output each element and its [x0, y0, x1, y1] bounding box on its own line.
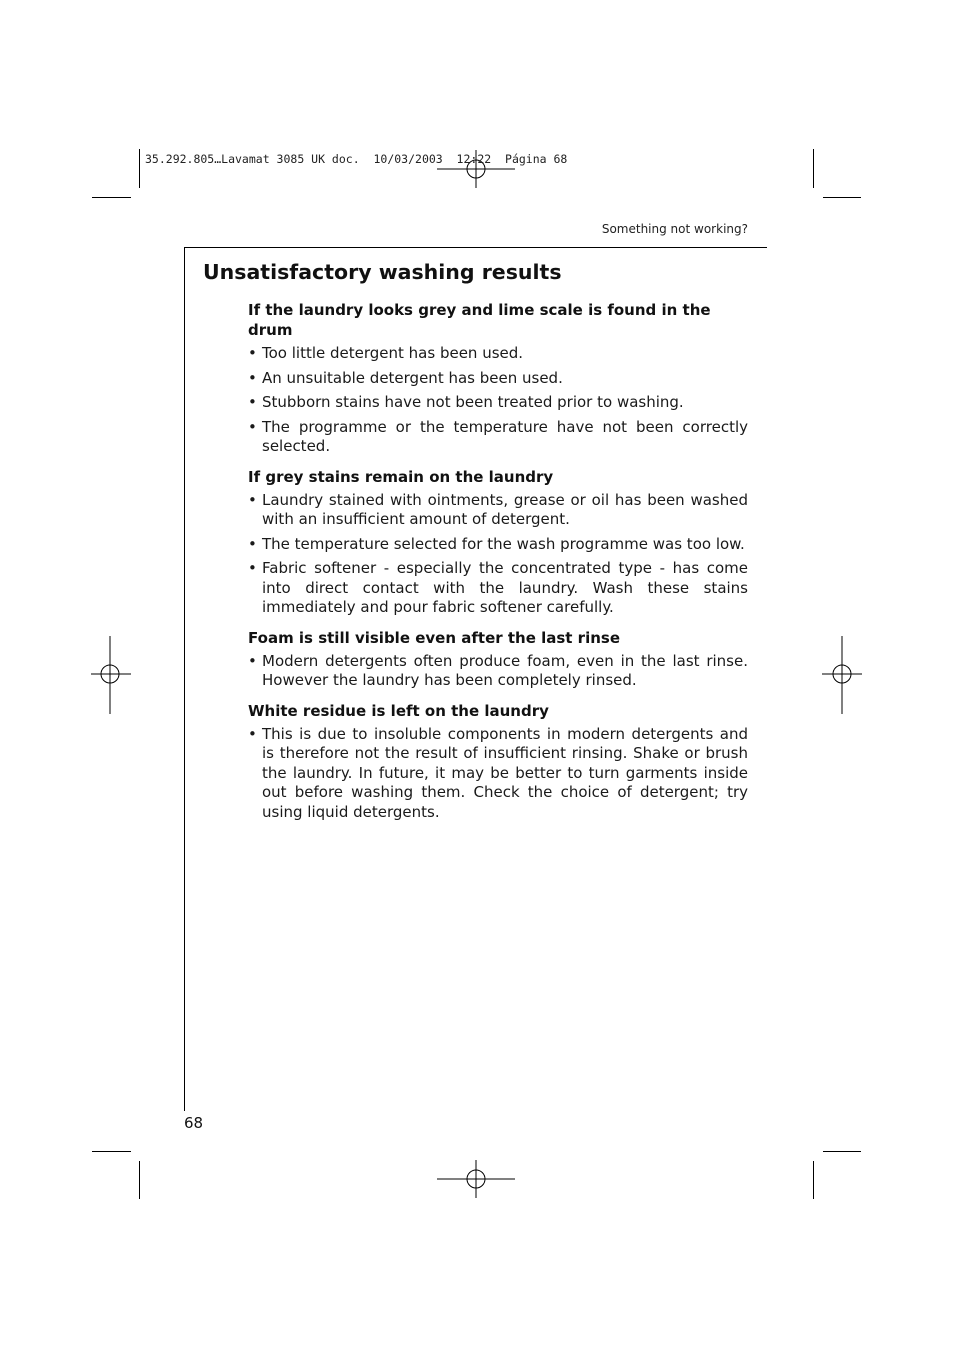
- print-slug: 35.292.805…Lavamat 3085 UK doc. 10/03/2003 12:22 Página 68: [145, 152, 568, 166]
- list-item: [248, 535, 748, 555]
- bullet-icon: •: [248, 651, 257, 670]
- list-item: [248, 652, 748, 691]
- page-number: 68: [184, 1114, 204, 1132]
- crop-mark: [92, 1151, 131, 1152]
- bullet-icon: •: [248, 344, 257, 362]
- list-item-text: Too little detergent has been used.: [262, 344, 524, 362]
- list-item: [248, 491, 748, 530]
- list-item-text: The programme or the temperature have not been correctly selected.: [262, 417, 748, 455]
- page-title: Unsatisfactory washing results: [203, 260, 562, 284]
- bullet-list: [248, 344, 748, 457]
- bullet-icon: •: [248, 417, 257, 436]
- bullet-icon: •: [248, 534, 257, 553]
- list-item-text: Stubborn stains have not been treated prior to washing.: [262, 393, 684, 411]
- crop-mark: [823, 197, 861, 198]
- list-item-text: Modern detergents often produce foam, even in the last rinse. However the laundry has been completely rinsed.: [262, 651, 748, 689]
- section: [248, 467, 748, 618]
- section: [248, 628, 748, 691]
- bullet-list: [248, 725, 748, 823]
- registration-mark-icon: [822, 636, 862, 714]
- section-heading: If grey stains remain on the laundry: [248, 467, 554, 486]
- registration-mark-icon: [437, 1160, 515, 1200]
- bullet-list: [248, 491, 748, 618]
- list-item: [248, 418, 748, 457]
- list-item-text: This is due to insoluble components in modern detergents and is therefore not the result of insufficient rinsing. Shake or brush the laundry. In future, it may be better to turn garments inside out before washing them. Check the choice of detergent; try using liquid detergents.: [262, 724, 748, 821]
- list-item-text: Laundry stained with ointments, grease or oil has been washed with an insufficient amount of detergent.: [262, 490, 748, 528]
- section-heading: Foam is still visible even after the last rinse: [248, 628, 621, 647]
- header-rule: [184, 247, 767, 248]
- bullet-list: [248, 652, 748, 691]
- bullet-icon: •: [248, 393, 257, 411]
- margin-rule: [184, 247, 185, 1111]
- crop-mark: [139, 1161, 140, 1199]
- list-item-text: The temperature selected for the wash programme was too low.: [262, 534, 745, 553]
- section: [248, 701, 748, 823]
- bullet-icon: •: [248, 368, 257, 387]
- list-item: [248, 369, 748, 389]
- list-item: [248, 393, 748, 413]
- section: [248, 300, 748, 457]
- section-heading: White residue is left on the laundry: [248, 701, 549, 720]
- list-item: [248, 344, 748, 364]
- list-item: [248, 559, 748, 618]
- bullet-icon: •: [248, 559, 257, 577]
- registration-mark-icon: [91, 636, 131, 714]
- list-item: [248, 725, 748, 823]
- content: [248, 300, 748, 832]
- bullet-icon: •: [248, 490, 257, 509]
- crop-mark: [813, 1161, 814, 1199]
- list-item-text: Fabric softener - especially the concentrated type - has come into direct contact with the laundry. Wash these stains immediately and pour fabric softener carefully.: [262, 559, 748, 616]
- section-heading: If the laundry looks grey and lime scale is found in the drum: [248, 301, 711, 339]
- crop-mark: [823, 1151, 861, 1152]
- running-head: Something not working?: [601, 222, 748, 236]
- bullet-icon: •: [248, 724, 257, 743]
- crop-mark: [139, 149, 140, 188]
- list-item-text: An unsuitable detergent has been used.: [262, 368, 563, 387]
- crop-mark: [92, 197, 131, 198]
- crop-mark: [813, 149, 814, 188]
